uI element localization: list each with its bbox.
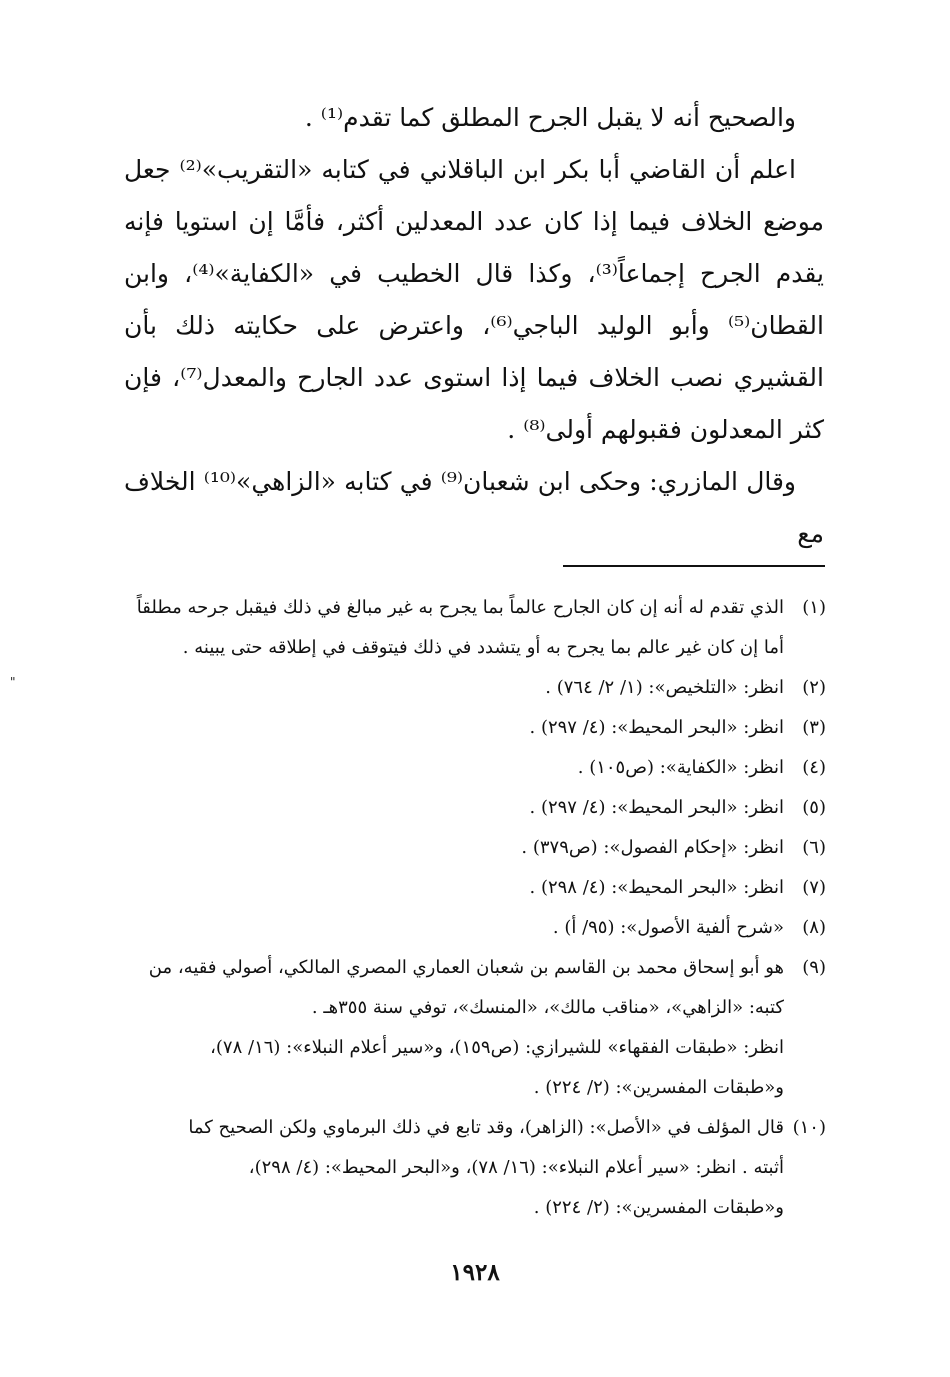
footnote-line: انظر: «التلخيص»: (١/ ٢/ ٧٦٤) . [545, 677, 784, 698]
footnote-line: أثبته . انظر: «سير أعلام النبلاء»: (١٦/ ٧٨)، و«البحر المحيط»: (٤/ ٢٩٨)، [248, 1157, 784, 1178]
footnote-line: انظر: «الكفاية»: (ص١٠٥) . [577, 757, 784, 778]
footnote [124, 868, 826, 908]
footnote-number: (٧) [802, 877, 826, 898]
footnote-line: انظر: «طبقات الفقهاء» للشيرازي: (ص١٥٩)، و«سير أعلام النبلاء»: (١٦/ ٧٨)، [210, 1037, 784, 1058]
footnotes [124, 588, 826, 1228]
footnote [124, 668, 826, 708]
footnote [124, 708, 826, 748]
footnote-line: انظر: «البحر المحيط»: (٤/ ٢٩٧) . [529, 797, 784, 818]
footnote [124, 828, 826, 868]
footnote [124, 948, 826, 1108]
page-number: ١٩٢٨ [450, 1259, 500, 1286]
footnote-line: و«طبقات المفسرين»: (٢/ ٢٢٤) . [533, 1077, 784, 1098]
paragraph-2: اعلم أن القاضي أبا بكر ابن الباقلاني في كتابه «التقريب»⁽²⁾ جعل موضع الخلاف فيما إذا كان عدد المعدلين أكثر، فأمَّا إن استويا فإنه يقدم الجرح إجماعاً⁽³⁾، وكذا قال الخطيب في «الكفاية»⁽⁴⁾، وابن القطان⁽⁵⁾ وأبو الوليد الباجي⁽⁶⁾، واعترض على حكايته ذلك بأن القشيري نصب الخلاف فيما إذا استوى عدد الجارح والمعدل⁽⁷⁾، فإن كثر المعدلون فقبولهم أولى⁽⁸⁾ . [124, 155, 824, 444]
footnote-line: انظر: «البحر المحيط»: (٤/ ٢٩٨) . [529, 877, 784, 898]
footnote-line: الذي تقدم له أنه إن كان الجارح عالماً بما يجرح به غير مبالغ في ذلك فيقبل جرحه مطلقاً [136, 597, 784, 618]
footnote-line: هو أبو إسحاق محمد بن القاسم بن شعبان العماري المصري المالكي، أصولي فقيه، من [148, 957, 784, 978]
footnote-number: (٨) [802, 917, 826, 938]
footnote-line: كتبه: «الزاهي»، «مناقب مالك»، «المنسك»، توفي سنة ٣٥٥هـ . [311, 997, 784, 1018]
main-text [124, 92, 824, 560]
footnote-line: انظر: «إحكام الفصول»: (ص٣٧٩) . [521, 837, 784, 858]
footnote-number: (٣) [802, 717, 826, 738]
footnote-number: (٢) [802, 677, 826, 698]
footnote-line: انظر: «البحر المحيط»: (٤/ ٢٩٧) . [529, 717, 784, 738]
footnote [124, 788, 826, 828]
footnote-line: أما إن كان غير عالم بما يجرح به أو يتشدد في ذلك فيتوقف في إطلاقه حتى يبينه . [182, 637, 784, 658]
footnote [124, 748, 826, 788]
footnote [124, 908, 826, 948]
footnote [124, 588, 826, 668]
footnote-line: قال المؤلف في «الأصل»: (الزاهر)، وقد تابع في ذلك البرماوي ولكن الصحيح كما [188, 1117, 784, 1138]
paragraph-3: وقال المازري: وحكى ابن شعبان⁽⁹⁾ في كتابه «الزاهي»⁽¹⁰⁾ الخلاف مع [124, 467, 824, 548]
footnote [124, 1108, 826, 1228]
footnote-separator [563, 565, 825, 567]
footnote-line: و«طبقات المفسرين»: (٢/ ٢٢٤) . [533, 1197, 784, 1218]
footnote-number: (٩) [802, 957, 826, 978]
footnote-number: (٥) [802, 797, 826, 818]
paragraph-1: والصحيح أنه لا يقبل الجرح المطلق كما تقدم⁽¹⁾ . [304, 103, 796, 132]
footnote-number: (٦) [802, 837, 826, 858]
margin-mark: " [10, 675, 16, 689]
footnote-number: (١) [802, 597, 826, 618]
footnote-line: «شرح ألفية الأصول»: (٩٥/ أ) . [552, 917, 784, 938]
footnote-number: (٤) [802, 757, 826, 778]
footnote-number: (١٠) [792, 1117, 826, 1138]
